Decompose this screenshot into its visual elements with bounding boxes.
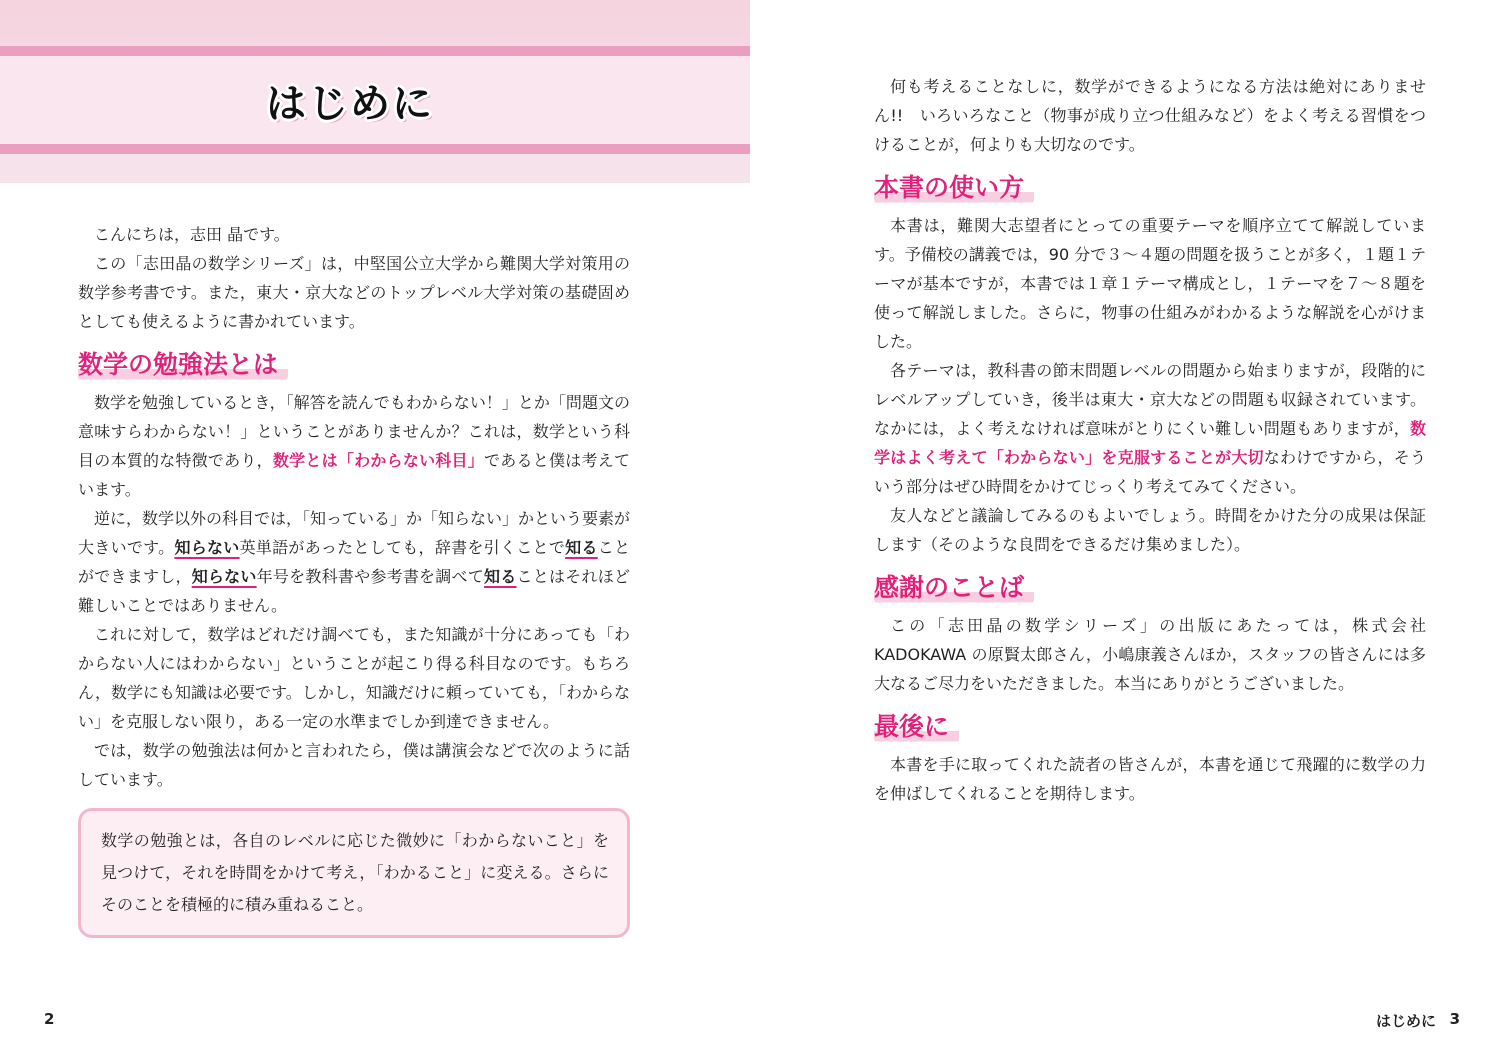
intro-paragraph-1: こんにちは，志田 晶です。 [94, 225, 290, 244]
banner-stripe-top [0, 46, 750, 56]
usage-paragraph-3: 友人などと議論してみるのもよいでしょう。時間をかけた分の成果は保証します（そのような良問をできるだけ集めました）。 [874, 506, 1426, 554]
callout-text: 数学の勉強とは，各自のレベルに応じた微妙に「わからないこと」を見つけて，それを時間をかけて考え，「わかること」に変える。さらにそのことを積極的に積み重ねること。 [101, 831, 609, 914]
underlined-text: 知らない [191, 567, 257, 586]
intro-paragraph-2: この「志田晶の数学シリーズ」は，中堅国公立大学から難関大学対策用の数学参考書です。また，東大・京大などのトップレベル大学対策の基礎固めとしても使えるように書かれています。 [78, 254, 630, 331]
text-run: であると僕は考えています。 [78, 451, 630, 499]
text-run: 英単語があったとしても，辞書を引くことで [239, 538, 566, 557]
underlined-text: 知る [565, 538, 598, 557]
text-run: ことができますし， [78, 538, 630, 586]
text-run: 年号を教科書や参考書を調べて [256, 567, 485, 586]
section-heading-thanks: 感謝のことば [874, 571, 1034, 605]
left-column [78, 220, 630, 938]
right-page [750, 0, 1500, 1064]
study-paragraph-1 [78, 388, 630, 504]
underlined-text: 知る [484, 567, 517, 586]
section-heading-study-method: 数学の勉強法とは [78, 348, 288, 382]
study-paragraph-3: これに対して，数学はどれだけ調べても，また知識が十分にあっても「わからない人にはわからない」ということが起こり得る科目なのです。もちろん，数学にも知識は必要です。しかし，知識だけに頼っていても，「わからない」を克服しない限り，ある一定の水準までしか到達できません。 [78, 625, 630, 731]
running-head: はじめに [1375, 1012, 1436, 1030]
section-heading-finally: 最後に [874, 710, 959, 744]
finally-paragraph: 本書を手に取ってくれた読者の皆さんが，本書を通じて飛躍的に数学の力を伸ばしてくれることを期待します。 [874, 755, 1426, 803]
callout-box [78, 808, 630, 938]
study-paragraph-4: では，数学の勉強法は何かと言われたら，僕は講演会などで次のように話しています。 [78, 741, 630, 789]
usage-paragraph-2 [874, 356, 1426, 501]
underlined-text: 知らない [174, 538, 240, 557]
text-run: 各テーマは，教科書の節末問題レベルの問題から始まりますが，段階的にレベルアップしていき，後半は東大・京大などの問題も収録されています。なかには，よく考えなければ意味がとりにくい難しい問題もありますが， [874, 361, 1426, 438]
chapter-banner [0, 0, 750, 183]
section-heading-how-to-use: 本書の使い方 [874, 171, 1034, 205]
chapter-title: はじめに [266, 81, 434, 127]
thanks-paragraph: この「志田晶の数学シリーズ」の出版にあたっては，株式会社 KADOKAWA の原賢太郎さん，小嶋康義さんほか，スタッフの皆さんには多大なるご尽力をいただきました。本当にありがとうございました。 [874, 616, 1426, 693]
page-number-left: 2 [44, 1010, 55, 1028]
usage-paragraph-1: 本書は，難関大志望者にとっての重要テーマを順序立てて解説しています。予備校の講義では，90 分で３～４題の問題を扱うことが多く，１題１テーマが基本ですが，本書では１章１テーマ構成とし，１テーマを７～８題を使って解説しました。さらに，物事の仕組みがわかるような解説を心がけました。 [874, 216, 1426, 351]
intro-continuation-paragraph: 何も考えることなしに，数学ができるようになる方法は絶対にありません!! いろいろなこと（物事が成り立つ仕組みなど）をよく考える習慣をつけることが，何よりも大切なのです。 [874, 77, 1426, 154]
text-run: 数学を勉強しているとき，「解答を読んでもわからない！」とか「問題文の意味すらわからない！」ということがありませんか？これは，数学という科目の本質的な特徴であり， [78, 393, 630, 470]
page-number-right: 3 [1449, 1010, 1460, 1028]
text-run: 逆に，数学以外の科目では，「知っている」か「知らない」かという要素が大きいです。 [78, 509, 631, 557]
highlight-text: 数学とは「わからない科目」 [272, 451, 485, 470]
banner-stripe-bottom [0, 144, 750, 154]
highlight-text: 数学はよく考えて「わからない」を克服することが大切 [874, 419, 1426, 467]
right-column [874, 72, 1426, 808]
text-run: なわけですから，そういう部分はぜひ時間をかけてじっくり考えてみてください。 [874, 448, 1426, 496]
study-paragraph-2 [78, 504, 630, 620]
text-run: ことはそれほど難しいことではありません。 [78, 567, 630, 615]
